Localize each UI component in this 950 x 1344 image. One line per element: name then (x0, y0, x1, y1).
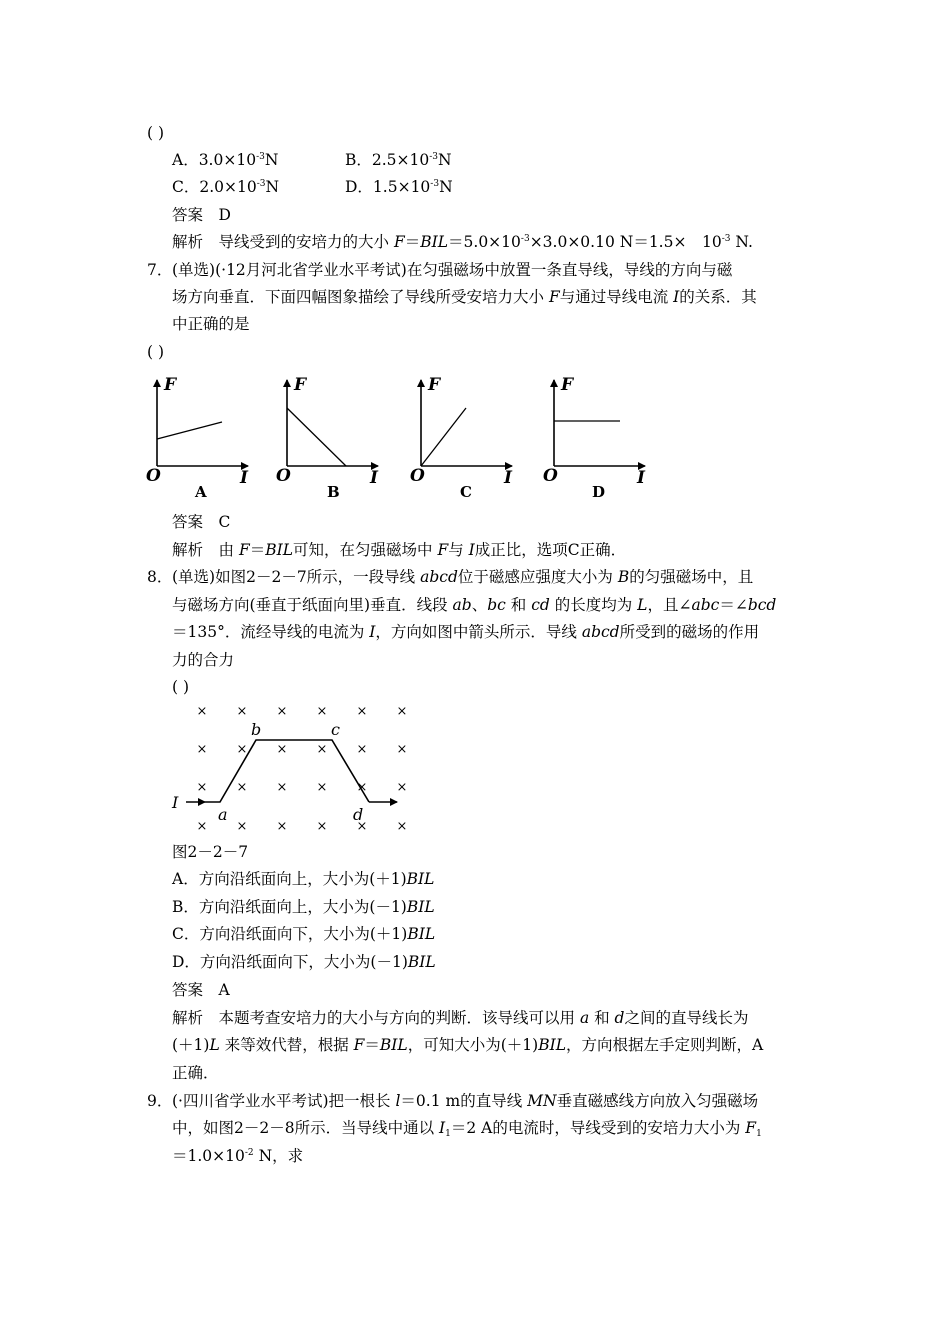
graph-b (276, 375, 379, 501)
graph-c (410, 375, 513, 501)
q8-stem-line2: 与磁场方向(垂直于纸面向里)垂直．线段 ab、bc 和 cd 的长度均为 L，且∠abc＝∠bcd (172, 596, 777, 614)
graph-b-x-label: I (370, 468, 378, 488)
graph-b-caption: B (327, 483, 340, 501)
field-cross: × (276, 704, 288, 719)
field-cross: × (316, 704, 328, 719)
graph-d-x-label: I (637, 468, 645, 488)
graph-b-y-label: F (294, 375, 307, 395)
graph-b-line (287, 408, 346, 466)
label-point-d: d (353, 805, 364, 824)
field-cross: × (316, 819, 328, 834)
field-cross: × (276, 780, 288, 795)
q7-stem-line2: 场方向垂直．下面四幅图象描绘了导线所受安培力大小 F与通过导线电流 I的关系．其 (172, 288, 757, 306)
q8-option-c: C．方向沿纸面向下，大小为(＋1)BIL (172, 925, 436, 943)
graph-c-caption: C (460, 483, 472, 501)
field-cross: × (236, 819, 248, 834)
field-cross: × (196, 742, 208, 757)
graph-a-y-label: F (164, 375, 177, 395)
magnetic-field-crosses (197, 704, 408, 834)
field-cross: × (356, 704, 368, 719)
q7-analysis: 解析 由 F＝BIL可知，在匀强磁场中 F与 I成正比，选项C正确． (172, 541, 627, 559)
field-cross: × (276, 742, 288, 757)
q8-option-b: B．方向沿纸面向上，大小为(－1)BIL (172, 898, 435, 916)
field-cross: × (236, 704, 248, 719)
q7-number: 7． (147, 261, 173, 279)
q7-answer: 答案 C (172, 513, 231, 531)
field-cross: × (316, 780, 328, 795)
q8-option-d: D．方向沿纸面向下，大小为(－1)BIL (172, 953, 436, 971)
q9-stem-line2: 中，如图2－2－8所示．当导线中通以 $I_1=2$ A的电流时，导线受到的安培力大小为 $F_1$ (172, 1119, 762, 1139)
label-point-c: c (331, 720, 340, 739)
field-cross: × (356, 742, 368, 757)
field-cross: × (236, 780, 248, 795)
q6-analysis: 解析 导线受到的安培力的大小 $F=BIL=5.0\times 10^{-3}\times 3.0\times 0.10$ N＝1.5× $10^{-3}$ N. (172, 233, 753, 251)
q6-answer: 答案 D (172, 206, 231, 224)
label-point-b: b (251, 720, 262, 739)
q6-option-a: A．$3.0\times 10^{-3}N$ (172, 151, 279, 169)
q8-number: 8． (147, 568, 173, 586)
graph-a-caption: A (195, 483, 207, 501)
q8-answer-paren: ( ) (172, 678, 190, 696)
q7-stem-line3: 中正确的是 (172, 315, 250, 333)
graph-a (146, 375, 249, 501)
label-point-a: a (218, 805, 228, 824)
q6-option-b: B．$2.5\times 10^{-3}N$ (345, 151, 452, 169)
q8-wire-figure (165, 697, 415, 837)
q9-number: 9． (147, 1092, 173, 1110)
field-cross: × (396, 819, 408, 834)
graph-d-y-label: F (561, 375, 574, 395)
graph-a-origin: O (146, 466, 161, 486)
q8-figure-caption: 图2－2－7 (172, 843, 249, 861)
q8-stem-line4: 力的合力 (172, 651, 235, 669)
q8-stem-line3: ＝135°．流经导线的电流为 I，方向如图中箭头所示．导线 abcd所受到的磁场的作用 (172, 623, 760, 641)
q8-answer: 答案 A (172, 981, 230, 999)
graph-d (543, 375, 646, 501)
graph-b-origin: O (276, 466, 291, 486)
q7-answer-paren: ( ) (147, 343, 165, 361)
field-cross: × (236, 742, 248, 757)
graph-d-caption: D (592, 483, 606, 501)
q8-analysis-line2: (＋1)L 来等效代替，根据 F＝BIL，可知大小为(＋1)BIL，方向根据左手定则判断，A (172, 1036, 764, 1054)
field-cross: × (196, 819, 208, 834)
q9-stem-line1: (·四川省学业水平考试)把一根长 l＝0.1 m的直导线 MN垂直磁感线方向放入匀强磁场 (172, 1092, 759, 1110)
q8-option-a: A．方向沿纸面向上，大小为(＋1)BIL (172, 870, 435, 888)
field-cross: × (356, 819, 368, 834)
graph-a-x-label: I (240, 468, 248, 488)
q6-option-d: D．$1.5\times 10^{-3}N$ (345, 178, 453, 196)
field-cross: × (356, 780, 368, 795)
field-cross: × (196, 704, 208, 719)
q8-stem-line1: (单选)如图2－2－7所示，一段导线 abcd位于磁感应强度大小为 B的匀强磁场中，且 (172, 568, 754, 586)
q7-graphs-figure (140, 370, 660, 505)
q7-stem-line1: (单选)(·12月河北省学业水平考试)在匀强磁场中放置一条直导线，导线的方向与磁 (172, 261, 733, 279)
field-cross: × (196, 780, 208, 795)
graph-c-y-label: F (428, 375, 441, 395)
field-cross: × (396, 704, 408, 719)
field-cross: × (396, 780, 408, 795)
graph-c-origin: O (410, 466, 425, 486)
field-cross: × (316, 742, 328, 757)
q9-stem-line3: $=1.0\times 10^{-2}$ N，求 (172, 1147, 304, 1165)
field-cross: × (396, 742, 408, 757)
q8-analysis-line3: 正确． (172, 1064, 219, 1082)
graph-a-line (157, 422, 222, 439)
field-cross: × (276, 819, 288, 834)
graph-d-origin: O (543, 466, 558, 486)
q6-option-c: C．$2.0\times 10^{-3}N$ (172, 178, 280, 196)
graph-c-line (421, 408, 466, 466)
q8-analysis-line1: 解析 本题考查安培力的大小与方向的判断．该导线可以用 a 和 d之间的直导线长为 (172, 1009, 749, 1027)
graph-c-x-label: I (504, 468, 512, 488)
q6-answer-paren: ( ) (147, 124, 165, 142)
label-current-i: I (172, 793, 179, 812)
